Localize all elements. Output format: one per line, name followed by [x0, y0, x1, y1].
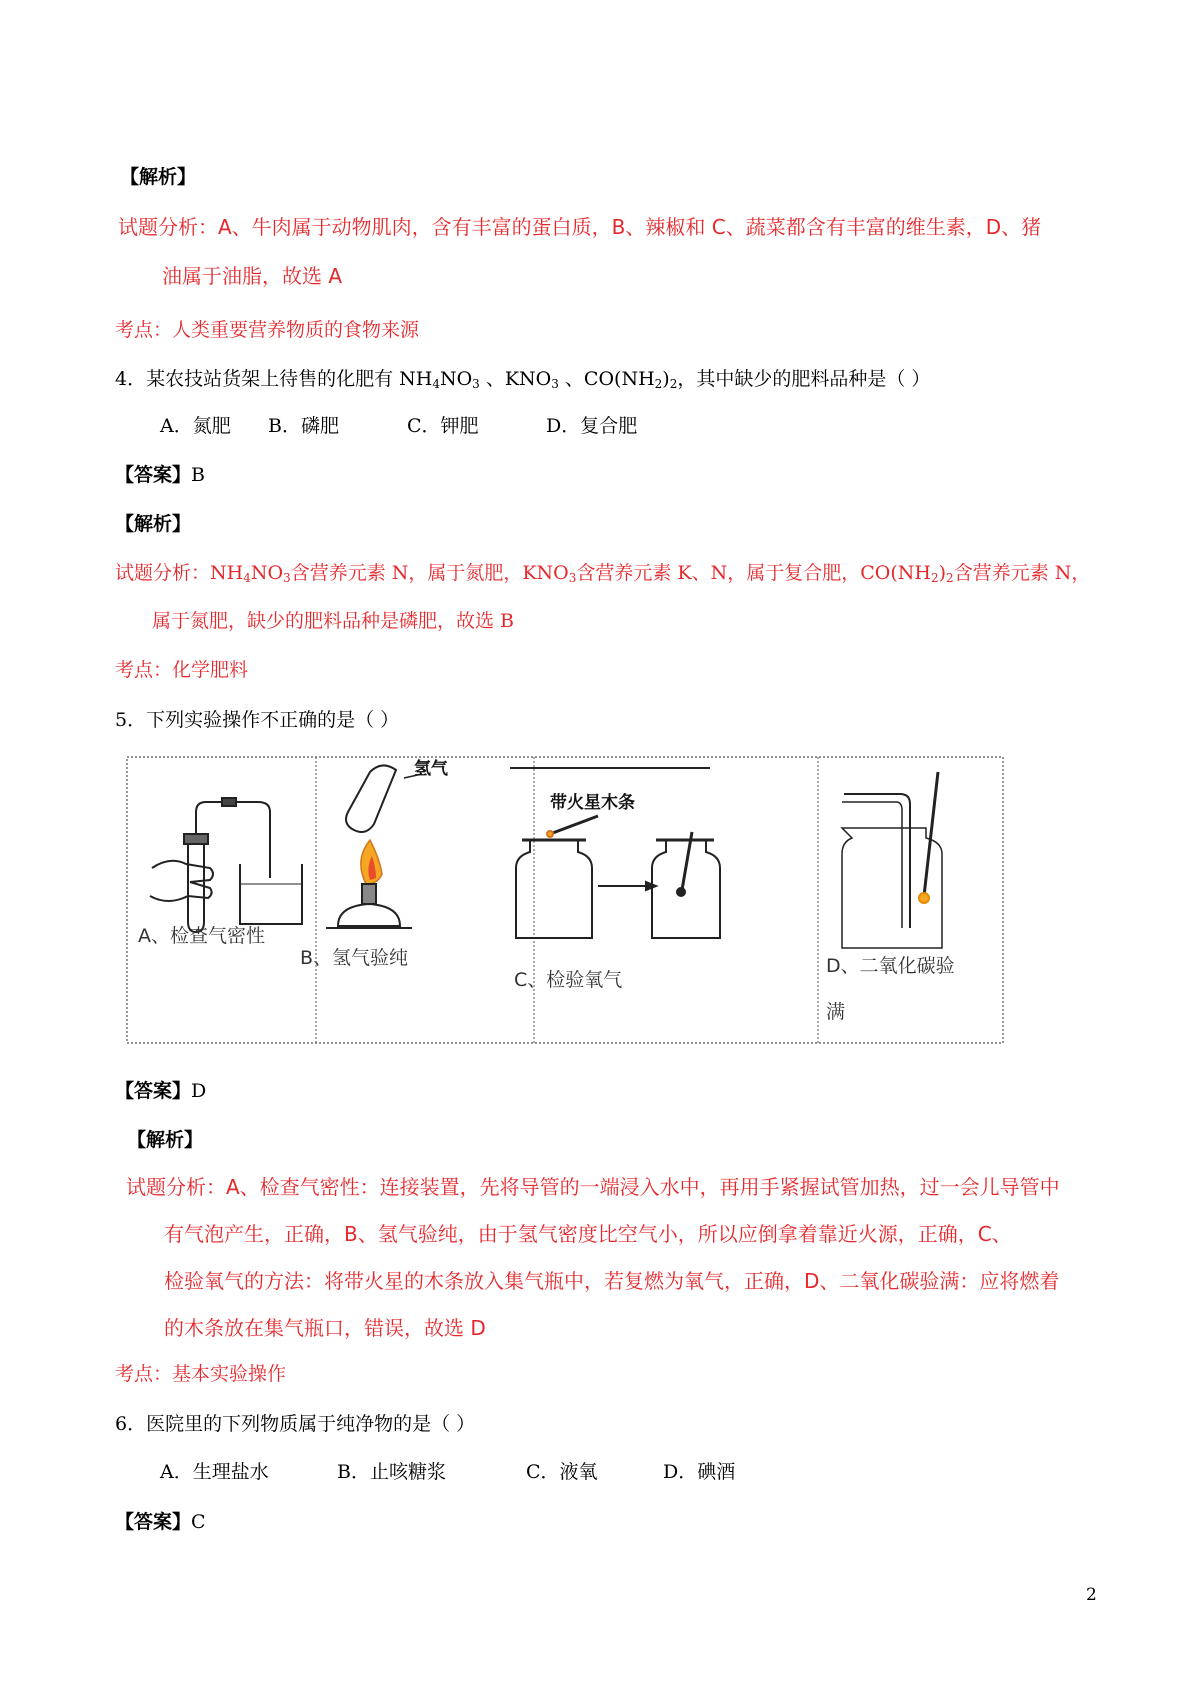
panel-b-label: 氢气	[414, 759, 448, 779]
panel-a-caption: A、检查气密性	[138, 925, 265, 947]
tube-joint	[222, 798, 236, 806]
q6-option-a: A．生理盐水	[160, 1461, 269, 1483]
burner-body	[338, 904, 400, 926]
q5-analysis-line1: 试题分析：A、检查气密性：连接装置，先将导管的一端浸入水中，再用手紧握试管加热，过一会儿导管中	[126, 1175, 1060, 1199]
panel-c-apparatus	[516, 816, 720, 938]
q5-stem: 5．下列实验操作不正确的是（ ）	[115, 709, 400, 731]
q4-answer: 【答案】B	[115, 464, 205, 486]
panel-d-caption-line2: 满	[826, 1001, 846, 1023]
q4-option-b: B．磷肥	[268, 415, 339, 437]
q4-stem: 4．某农技站货架上待售的化肥有 $NH_4NO_3$ 、$KNO_3$ 、$CO(NH_2)_2$，其中缺少的肥料品种是（ ）	[115, 368, 931, 391]
page-number: 2	[1086, 1585, 1097, 1605]
q4-option-c: C．钾肥	[407, 415, 479, 437]
splint-tip	[677, 888, 685, 896]
q4-option-a: A．氮肥	[160, 415, 231, 437]
splint-flame	[919, 893, 929, 903]
panel-d-caption-line1: D、二氧化碳验	[826, 955, 955, 977]
panel-c-label: 带火星木条	[550, 793, 635, 813]
q4-analysis-line2: 属于氮肥，缺少的肥料品种是磷肥，故选 B	[152, 610, 515, 632]
jar-left	[516, 840, 592, 938]
q4-analysis-line1: 试题分析：$NH_4NO_3$含营养元素 N，属于氮肥，$KNO_3$含营养元素 K、N，属于复合肥，$CO(NH_2)_2$含营养元素 N，	[115, 562, 1091, 585]
q4-kaodian: 考点：化学肥料	[115, 659, 249, 681]
gas-tube-outer	[844, 794, 910, 928]
panel-c-caption: C、检验氧气	[514, 969, 623, 991]
q6-answer: 【答案】C	[115, 1511, 206, 1533]
panel-b-apparatus	[326, 765, 422, 928]
q3-analysis-line1: 试题分析：A、牛肉属于动物肌肉，含有丰富的蛋白质，B、辣椒和 C、蔬菜都含有丰富的维生素，D、猪	[118, 215, 1042, 239]
q5-kaodian: 考点：基本实验操作	[115, 1363, 287, 1385]
splint-left	[550, 816, 598, 834]
q6-option-d: D．碘酒	[663, 1461, 736, 1483]
q6-stem: 6．医院里的下列物质属于纯净物的是（ ）	[115, 1413, 476, 1435]
q4-analysis-tag: 【解析】	[115, 513, 192, 535]
gas-jar	[842, 828, 942, 948]
panel-a-apparatus	[150, 798, 302, 932]
q4-option-d: D．复合肥	[546, 415, 638, 437]
q3-kaodian: 考点：人类重要营养物质的食物来源	[115, 319, 420, 341]
spark	[547, 831, 553, 837]
q6-option-c: C．液氧	[526, 1461, 598, 1483]
inverted-tube	[346, 765, 396, 832]
stopper	[184, 834, 208, 844]
gas-tube-inner	[842, 802, 902, 928]
burner-neck	[362, 884, 376, 904]
q5-analysis-tag: 【解析】	[127, 1129, 204, 1151]
jar-right	[652, 840, 720, 938]
panel-d-apparatus	[842, 772, 942, 948]
q5-experiment-figure	[126, 756, 1004, 1046]
q5-analysis-line2: 有气泡产生，正确，B、氢气验纯，由于氢气密度比空气小，所以应倒拿着靠近火源，正确，C、	[164, 1222, 1012, 1246]
panel-b-caption: B、氢气验纯	[300, 947, 409, 969]
q3-analysis-line2: 油属于油脂，故选 A	[162, 264, 343, 288]
q5-analysis-line4: 的木条放在集气瓶口，错误，故选 D	[164, 1316, 486, 1340]
q6-option-b: B．止咳糖浆	[337, 1461, 446, 1483]
q5-analysis-line3: 检验氧气的方法：将带火星的木条放入集气瓶中，若复燃为氧气，正确，D、二氧化碳验满：应将燃着	[164, 1269, 1060, 1293]
q5-answer: 【答案】D	[115, 1080, 207, 1102]
q3-analysis-tag: 【解析】	[120, 166, 197, 188]
